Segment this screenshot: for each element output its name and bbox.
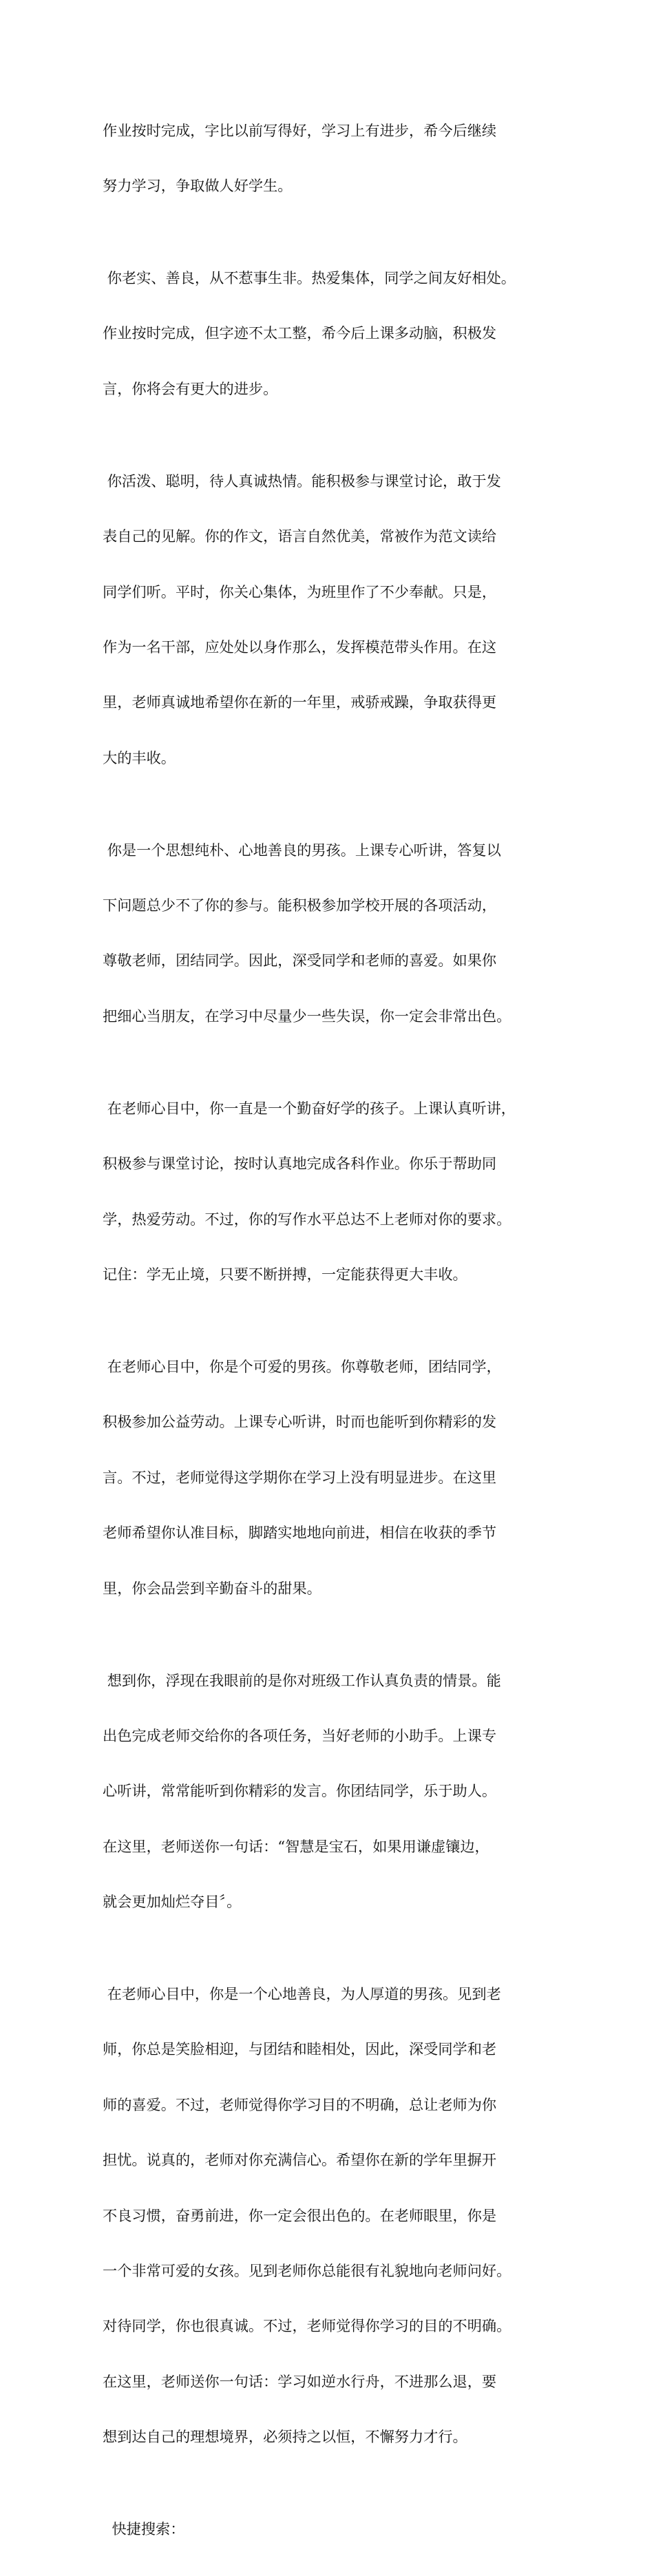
paragraph-8 bbox=[103, 1948, 560, 2483]
text-line: 你活泼、聪明，待人真诚热情。能积极参与课堂讨论，敢于发 bbox=[103, 472, 501, 490]
text-line: 言，你将会有更大的进步。 bbox=[103, 379, 278, 397]
text-line: 对待同学，你也很真诚。不过，老师觉得你学习的目的不明确。 bbox=[103, 2317, 511, 2335]
text-line: 在老师心目中，你一直是一个勤奋好学的孩子。上课认真听讲， bbox=[103, 1099, 516, 1117]
text-line: 就会更加灿烂夺目〞。 bbox=[103, 1893, 242, 1911]
text-line: 不良习惯，奋勇前进，你一定会很出色的。在老师眼里，你是 bbox=[103, 2206, 497, 2224]
text-line: 出色完成老师交给你的各项任务，当好老师的小助手。上课专 bbox=[103, 1726, 497, 1744]
text-line: 心听讲，常常能听到你精彩的发言。你团结同学，乐于助人。 bbox=[103, 1782, 497, 1800]
quick-search-label bbox=[103, 2484, 560, 2576]
text-line: 言。不过，老师觉得这学期你在学习上没有明显进步。在这里 bbox=[103, 1468, 497, 1486]
text-line: 下问题总少不了你的参与。能积极参加学校开展的各项活动， bbox=[103, 897, 497, 914]
paragraph-4 bbox=[103, 804, 560, 1062]
text-line: 记住：学无止境，只要不断拼搏，一定能获得更大丰收。 bbox=[103, 1266, 467, 1283]
text-line: 在老师心目中，你是一个心地善良，为人厚道的男孩。见到老 bbox=[103, 1985, 501, 2003]
text-line: 师，你总是笑脸相迎，与团结和睦相处，因此，深受同学和老 bbox=[103, 2040, 497, 2058]
text-line: 师的喜爱。不过，老师觉得你学习目的不明确，总让老师为你 bbox=[103, 2095, 497, 2113]
document-page bbox=[103, 85, 560, 2576]
text-line: 学，热爱劳动。不过，你的写作水平总达不上老师对你的要求。 bbox=[103, 1210, 511, 1228]
text-line: 你老实、善良，从不惹事生非。热爱集体，同学之间友好相处。 bbox=[103, 269, 516, 286]
text-line: 大的丰收。 bbox=[103, 748, 176, 766]
text-line: 作为一名干部，应处处以身作那么，发挥模范带头作用。在这 bbox=[103, 638, 497, 656]
text-line: 尊敬老师，团结同学。因此，深受同学和老师的喜爱。如果你 bbox=[103, 952, 497, 970]
text-line: 里，老师真诚地希望你在新的一年里，戒骄戒躁，争取获得更 bbox=[103, 693, 497, 711]
paragraph-3 bbox=[103, 435, 560, 804]
text-line: 在这里，老师送你一句话：学习如逆水行舟，不进那么退，要 bbox=[103, 2372, 497, 2390]
text-line: 把细心当朋友，在学习中尽量少一些失误，你一定会非常出色。 bbox=[103, 1007, 511, 1025]
text-line: 在这里，老师送你一句话：“智慧是宝石，如果用谦虚镶边， bbox=[103, 1837, 489, 1855]
text-line: 老师希望你认准目标，脚踏实地地向前进，相信在收获的季节 bbox=[103, 1524, 497, 1542]
text-line: 同学们听。平时，你关心集体，为班里作了不少奉献。只是， bbox=[103, 583, 497, 600]
text-line: 在老师心目中，你是个可爱的男孩。你尊敬老师，团结同学， bbox=[103, 1357, 501, 1375]
text-line: 作业按时完成，字比以前写得好，学习上有进步，希今后继续 bbox=[103, 121, 497, 139]
text-line: 想到你，浮现在我眼前的是你对班级工作认真负责的情景。能 bbox=[103, 1671, 501, 1689]
paragraph-2 bbox=[103, 232, 560, 435]
text-line: 里，你会品尝到辛勤奋斗的甜果。 bbox=[103, 1579, 321, 1597]
paragraph-6 bbox=[103, 1321, 560, 1635]
text-line: 作业按时完成，但字迹不太工整，希今后上课多动脑，积极发 bbox=[103, 324, 497, 342]
text-line: 努力学习，争取做人好学生。 bbox=[103, 176, 293, 194]
text-line: 担忧。说真的，老师对你充满信心。希望你在新的学年里摒开 bbox=[103, 2151, 497, 2169]
text-line: 表自己的见解。你的作文，语言自然优美，常被作为范文读给 bbox=[103, 527, 497, 545]
text-line: 快捷搜索： bbox=[103, 2520, 185, 2538]
paragraph-7 bbox=[103, 1635, 560, 1949]
text-line: 积极参与课堂讨论，按时认真地完成各科作业。你乐于帮助同 bbox=[103, 1155, 497, 1173]
text-line: 积极参加公益劳动。上课专心听讲，时而也能听到你精彩的发 bbox=[103, 1413, 497, 1431]
paragraph-1 bbox=[103, 85, 560, 232]
text-line: 想到达自己的理想境界，必须持之以恒，不懈努力才行。 bbox=[103, 2428, 467, 2446]
text-line: 你是一个思想纯朴、心地善良的男孩。上课专心听讲，答复以 bbox=[103, 841, 501, 859]
paragraph-5 bbox=[103, 1062, 560, 1321]
text-line: 一个非常可爱的女孩。见到老师你总能很有礼貌地向老师问好。 bbox=[103, 2262, 511, 2280]
